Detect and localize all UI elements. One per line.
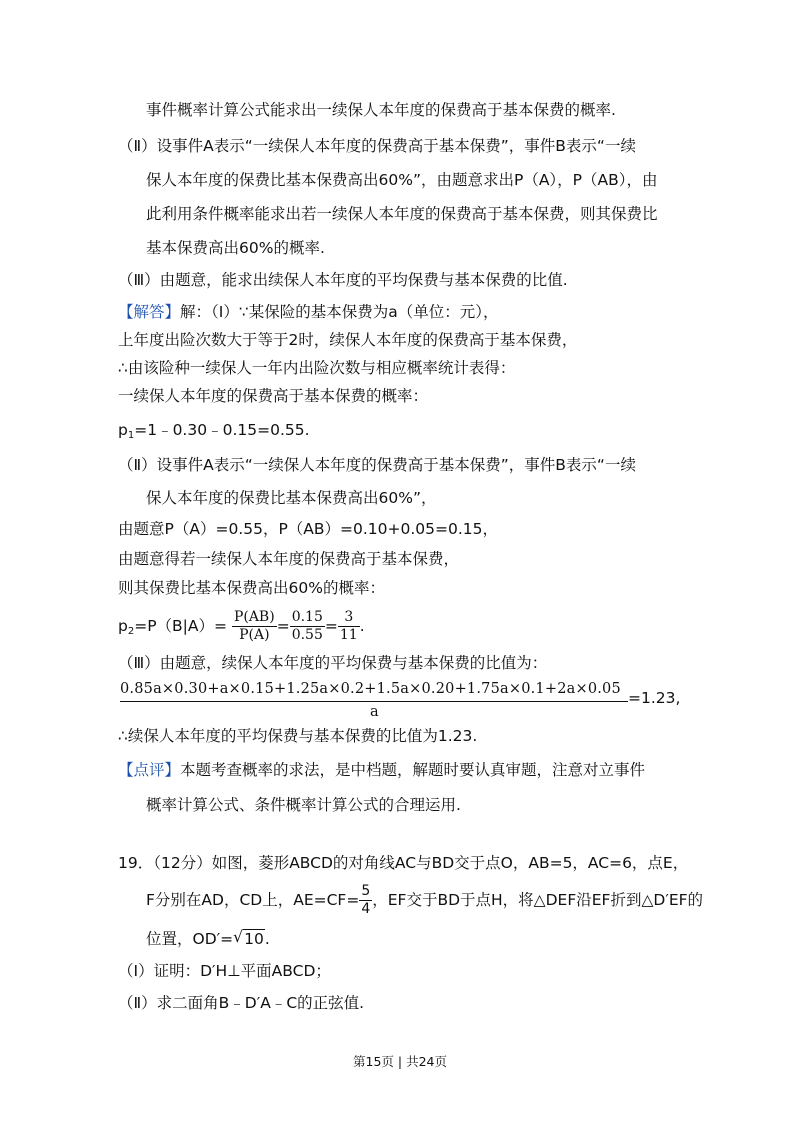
line-16: 则其保费比基本保费高出60%的概率： [118,579,385,597]
line-4: 此利用条件概率能求出若一续保人本年度的保费高于基本保费，则其保费比 [146,205,658,223]
fraction-5-4: $\frac{5}{4}$ [361,883,371,917]
answer-text: 解：（Ⅰ）∵某保险的基本保费为a（单位：元）， [180,303,499,321]
review-line [118,760,645,780]
line-27: （Ⅱ）求二面角B﹣D′A﹣C的正弦值. [118,994,365,1012]
p2-line [118,606,365,652]
line-13: 保人本年度的保费比基本保费高出60%”， [146,489,437,507]
ratio-denominator: a [370,704,379,720]
p1-line [118,420,310,446]
sqrt-10: √ 10 [233,928,264,948]
review-text: 本题考查概率的求法，是中档题，解题时要认真审题，注意对立事件 [180,761,646,779]
line-22: 概率计算公式、条件概率计算公式的合理运用. [146,796,461,814]
line-2: （Ⅱ）设事件A表示“一续保人本年度的保费高于基本保费”，事件B表示“一续 [118,137,636,155]
line-26: （Ⅰ）证明：D′H⊥平面ABCD； [118,962,331,980]
problem-19-line: 19．（12分）如图，菱形ABCD的对角线AC与BD交于点O，AB=5，AC=6，点E， [118,854,689,872]
ratio-numerator: 0.85a×0.30+a×0.15+1.25a×0.2+1.5a×0.20+1.75a×0.1+2a×0.05 [120,681,621,697]
line-24-rest: ，EF交于BD于点H，将△DEF沿EF折到△D′EF的 [372,891,704,909]
line-9: ∴由该险种一续保人一年内出险次数与相应概率统计表得： [118,359,516,377]
line-5: 基本保费高出60%的概率. [146,239,325,257]
line-25-lead: 位置，OD′= [146,930,234,948]
line-12: （Ⅱ）设事件A表示“一续保人本年度的保费高于基本保费”，事件B表示“一续 [118,456,636,474]
page-footer: 第15页 | 共24页 [353,1054,447,1069]
line-25 [146,929,270,949]
fraction-015-055: $\frac{0.15}{0.55}$ [291,609,323,643]
fraction-3-11: $\frac{3}{11}$ [339,609,358,643]
p2-sub: 2 [127,626,135,637]
line-3: 保人本年度的保费比基本保费高出60%”，由题意求出P（A），P（AB），由 [146,171,658,189]
line-24 [146,880,703,920]
review-tag: 【点评】 [118,761,181,779]
period: . [359,617,365,635]
ratio-result: =1.23, [628,689,681,707]
equals-1: = [276,617,290,635]
line-20: ∴续保人本年度的平均保费与基本保费的比值为1.23. [118,727,478,745]
line-18: （Ⅲ）由题意，续保人本年度的平均保费与基本保费的比值为： [118,654,548,672]
equals-2: = [324,617,338,635]
line-8: 上年度出险次数大于等于2时，续保人本年度的保费高于基本保费， [118,331,578,349]
p2-lead: =P（B|A）= [134,617,227,635]
p1-symbol: p [118,421,128,439]
fraction-bar [120,701,628,702]
answer-tag: 【解答】 [118,303,181,321]
line-24-lead: F分别在AD，CD上，AE=CF= [146,891,360,909]
line-15: 由题意得若一续保人本年度的保费高于基本保费， [118,550,460,568]
line-25-end: . [264,930,270,948]
line-1: 事件概率计算公式能求出一续保人本年度的保费高于基本保费的概率. [146,101,616,119]
p2-symbol: p [118,617,128,635]
answer-line [118,302,498,322]
line-10: 一续保人本年度的保费高于基本保费的概率： [118,387,429,405]
p1-expr: =1﹣0.30﹣0.15=0.55. [134,421,310,439]
line-14: 由题意P（A）=0.55，P（AB）=0.10+0.05=0.15， [118,520,499,538]
fraction-pab-pa: $\frac{P(AB)}{P(A)}$ [233,609,275,643]
p1-sub: 1 [127,430,135,441]
line-6: （Ⅲ）由题意，能求出续保人本年度的平均保费与基本保费的比值. [118,271,568,289]
